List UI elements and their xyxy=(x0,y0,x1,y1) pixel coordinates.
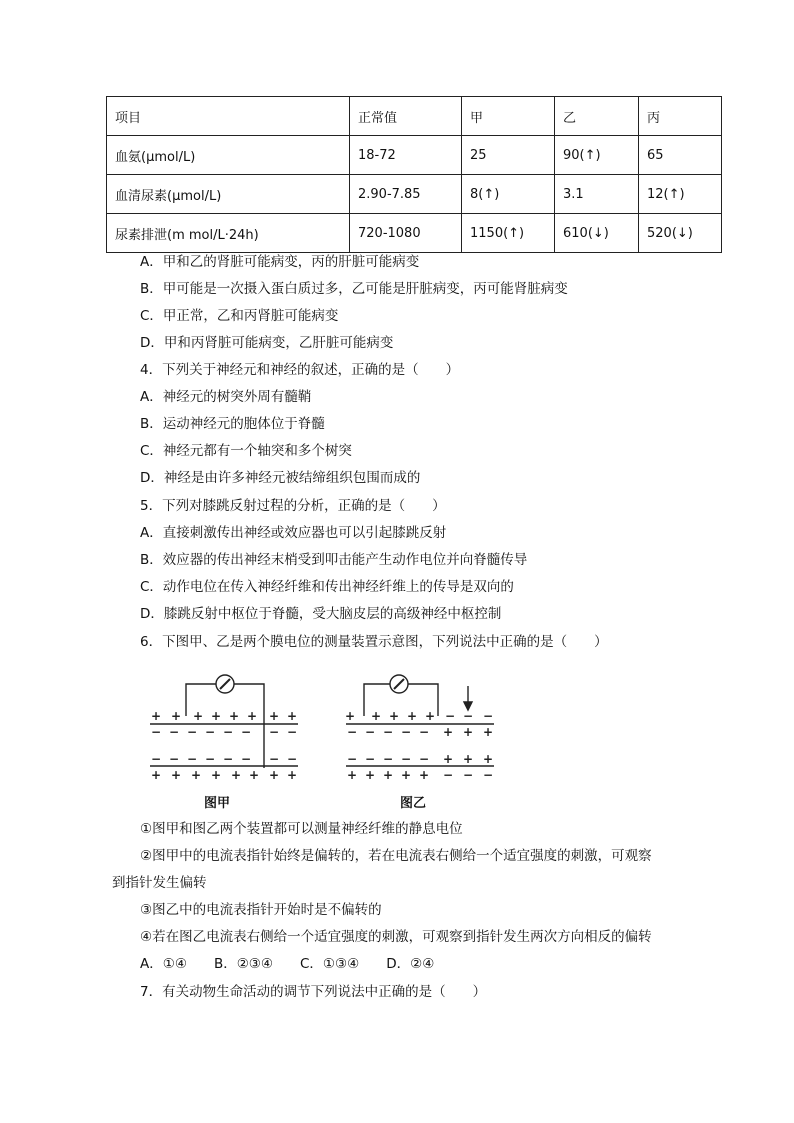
charge-sign-minus: − xyxy=(482,768,494,780)
charge-sign-plus: + xyxy=(406,709,418,723)
charge-sign-plus: + xyxy=(192,709,204,723)
q4-option-d: D．神经是由许多神经元被结缔组织包围而成的 xyxy=(140,470,421,486)
charge-sign-plus: + xyxy=(482,752,494,766)
charge-sign-minus: − xyxy=(168,752,180,766)
table-cell: 25 xyxy=(462,136,555,175)
figure-a-caption: 图甲 xyxy=(204,796,231,811)
charge-sign-plus: + xyxy=(170,709,182,723)
charge-sign-plus: + xyxy=(462,725,474,739)
charge-sign-plus: + xyxy=(388,709,400,723)
q3-option-c: C．甲正常，乙和丙肾脏可能病变 xyxy=(140,308,339,324)
table-row xyxy=(107,214,722,253)
table-cell: 8(↑) xyxy=(462,175,555,214)
charge-sign-minus: − xyxy=(462,709,474,723)
charge-sign-plus: + xyxy=(210,709,222,723)
q5-option-b: B．效应器的传出神经末梢受到叩击能产生动作电位并向脊髓传导 xyxy=(140,552,528,568)
charge-sign-plus: + xyxy=(210,768,222,780)
charge-sign-plus: + xyxy=(246,709,258,723)
table-cell: 血氨(μmol/L) xyxy=(107,136,350,175)
charge-sign-minus: − xyxy=(382,725,394,739)
table-cell: 90(↑) xyxy=(555,136,639,175)
charge-sign-plus: + xyxy=(228,709,240,723)
table-cell: 520(↓) xyxy=(639,214,722,253)
charge-sign-plus: + xyxy=(400,768,412,780)
charge-sign-plus: + xyxy=(364,768,376,780)
charge-sign-minus: − xyxy=(204,752,216,766)
charge-sign-minus: − xyxy=(400,752,412,766)
q4-option-a: A．神经元的树突外周有髓鞘 xyxy=(140,389,312,405)
charge-sign-minus: − xyxy=(400,725,412,739)
table-cell: 720-1080 xyxy=(350,214,462,253)
charge-sign-plus: + xyxy=(286,709,298,723)
charge-sign-plus: + xyxy=(150,709,162,723)
charge-sign-minus: − xyxy=(268,725,280,739)
charge-sign-minus: − xyxy=(186,752,198,766)
q6-statement-4: ④若在图乙电流表右侧给一个适宜强度的刺激，可观察到指针发生两次方向相反的偏转 xyxy=(140,929,652,945)
q4-option-c: C．神经元都有一个轴突和多个树突 xyxy=(140,443,352,459)
charge-sign-minus: − xyxy=(222,752,234,766)
table-header-cell: 乙 xyxy=(555,97,639,136)
table-cell: 12(↑) xyxy=(639,175,722,214)
charge-sign-minus: − xyxy=(286,752,298,766)
table-cell: 2.90-7.85 xyxy=(350,175,462,214)
charge-sign-minus: − xyxy=(240,752,252,766)
charge-sign-minus: − xyxy=(150,725,162,739)
q5-stem: 5．下列对膝跳反射过程的分析，正确的是（ ） xyxy=(140,498,446,514)
charge-sign-plus: + xyxy=(442,752,454,766)
charge-sign-minus: − xyxy=(364,752,376,766)
table-header-row xyxy=(107,97,722,136)
q4-stem: 4．下列关于神经元和神经的叙述，正确的是（ ） xyxy=(140,362,460,378)
q5-option-c: C．动作电位在传入神经纤维和传出神经纤维上的传导是双向的 xyxy=(140,579,514,595)
charge-sign-plus: + xyxy=(442,725,454,739)
q6-statement-3: ③图乙中的电流表指针开始时是不偏转的 xyxy=(140,902,382,918)
q6-choices: A．①④ B．②③④ C．①③④ D．②④ xyxy=(140,956,435,972)
table-cell: 血清尿素(μmol/L) xyxy=(107,175,350,214)
charge-sign-plus: + xyxy=(462,752,474,766)
table-row xyxy=(107,136,722,175)
charge-sign-plus: + xyxy=(286,768,298,780)
charge-sign-minus: − xyxy=(222,725,234,739)
charge-sign-plus: + xyxy=(344,709,356,723)
charge-sign-minus: − xyxy=(444,709,456,723)
charge-sign-minus: − xyxy=(418,725,430,739)
charge-sign-minus: − xyxy=(268,752,280,766)
table-header-cell: 丙 xyxy=(639,97,722,136)
table-header-cell: 项目 xyxy=(107,97,350,136)
charge-sign-minus: − xyxy=(418,752,430,766)
table-header-cell: 正常值 xyxy=(350,97,462,136)
charge-sign-plus: + xyxy=(418,768,430,780)
q6-statement-2: ②图甲中的电流表指针始终是偏转的，若在电流表右侧给一个适宜强度的刺激，可观察 xyxy=(140,848,652,864)
charge-sign-minus: − xyxy=(286,725,298,739)
table-cell: 610(↓) xyxy=(555,214,639,253)
charge-sign-plus: + xyxy=(370,709,382,723)
q3-option-b: B．甲可能是一次摄入蛋白质过多，乙可能是肝脏病变，丙可能肾脏病变 xyxy=(140,281,568,297)
charge-sign-minus: − xyxy=(482,709,494,723)
table-cell: 18-72 xyxy=(350,136,462,175)
charge-sign-minus: − xyxy=(186,725,198,739)
charge-sign-minus: − xyxy=(382,752,394,766)
urea-data-table xyxy=(106,96,722,253)
charge-sign-plus: + xyxy=(424,709,436,723)
charge-sign-plus: + xyxy=(382,768,394,780)
q3-option-a: A．甲和乙的肾脏可能病变，丙的肝脏可能病变 xyxy=(140,254,420,270)
q6-statement-2-cont: 到指针发生偏转 xyxy=(112,875,207,891)
charge-sign-minus: − xyxy=(442,768,454,780)
figure-a-diagram xyxy=(146,668,306,780)
table-cell: 1150(↑) xyxy=(462,214,555,253)
table-cell: 尿素排泄(m mol/L·24h) xyxy=(107,214,350,253)
charge-sign-plus: + xyxy=(268,768,280,780)
table-row xyxy=(107,175,722,214)
charge-sign-plus: + xyxy=(230,768,242,780)
charge-sign-minus: − xyxy=(346,725,358,739)
q3-option-d: D．甲和丙肾脏可能病变，乙肝脏可能病变 xyxy=(140,335,394,351)
table-cell: 3.1 xyxy=(555,175,639,214)
charge-sign-plus: + xyxy=(346,768,358,780)
figure-b-svg xyxy=(342,668,502,780)
figure-a-svg xyxy=(146,668,306,780)
figure-b-caption: 图乙 xyxy=(400,796,427,811)
charge-sign-plus: + xyxy=(190,768,202,780)
q6-stem: 6．下图甲、乙是两个膜电位的测量装置示意图，下列说法中正确的是（ ） xyxy=(140,634,608,650)
charge-sign-minus: − xyxy=(346,752,358,766)
charge-sign-plus: + xyxy=(150,768,162,780)
charge-sign-minus: − xyxy=(462,768,474,780)
charge-sign-plus: + xyxy=(248,768,260,780)
charge-sign-minus: − xyxy=(204,725,216,739)
charge-sign-plus: + xyxy=(268,709,280,723)
charge-sign-minus: − xyxy=(168,725,180,739)
q6-statement-1: ①图甲和图乙两个装置都可以测量神经纤维的静息电位 xyxy=(140,821,463,837)
charge-sign-minus: − xyxy=(150,752,162,766)
q5-option-d: D．膝跳反射中枢位于脊髓，受大脑皮层的高级神经中枢控制 xyxy=(140,606,502,622)
charge-sign-minus: − xyxy=(240,725,252,739)
q5-option-a: A．直接刺激传出神经或效应器也可以引起膝跳反射 xyxy=(140,525,447,541)
charge-sign-minus: − xyxy=(364,725,376,739)
q4-option-b: B．运动神经元的胞体位于脊髓 xyxy=(140,416,325,432)
charge-sign-plus: + xyxy=(170,768,182,780)
q7-stem: 7．有关动物生命活动的调节下列说法中正确的是（ ） xyxy=(140,984,487,1000)
table-header-cell: 甲 xyxy=(462,97,555,136)
charge-sign-plus: + xyxy=(482,725,494,739)
figure-b-diagram xyxy=(342,668,502,780)
table-cell: 65 xyxy=(639,136,722,175)
